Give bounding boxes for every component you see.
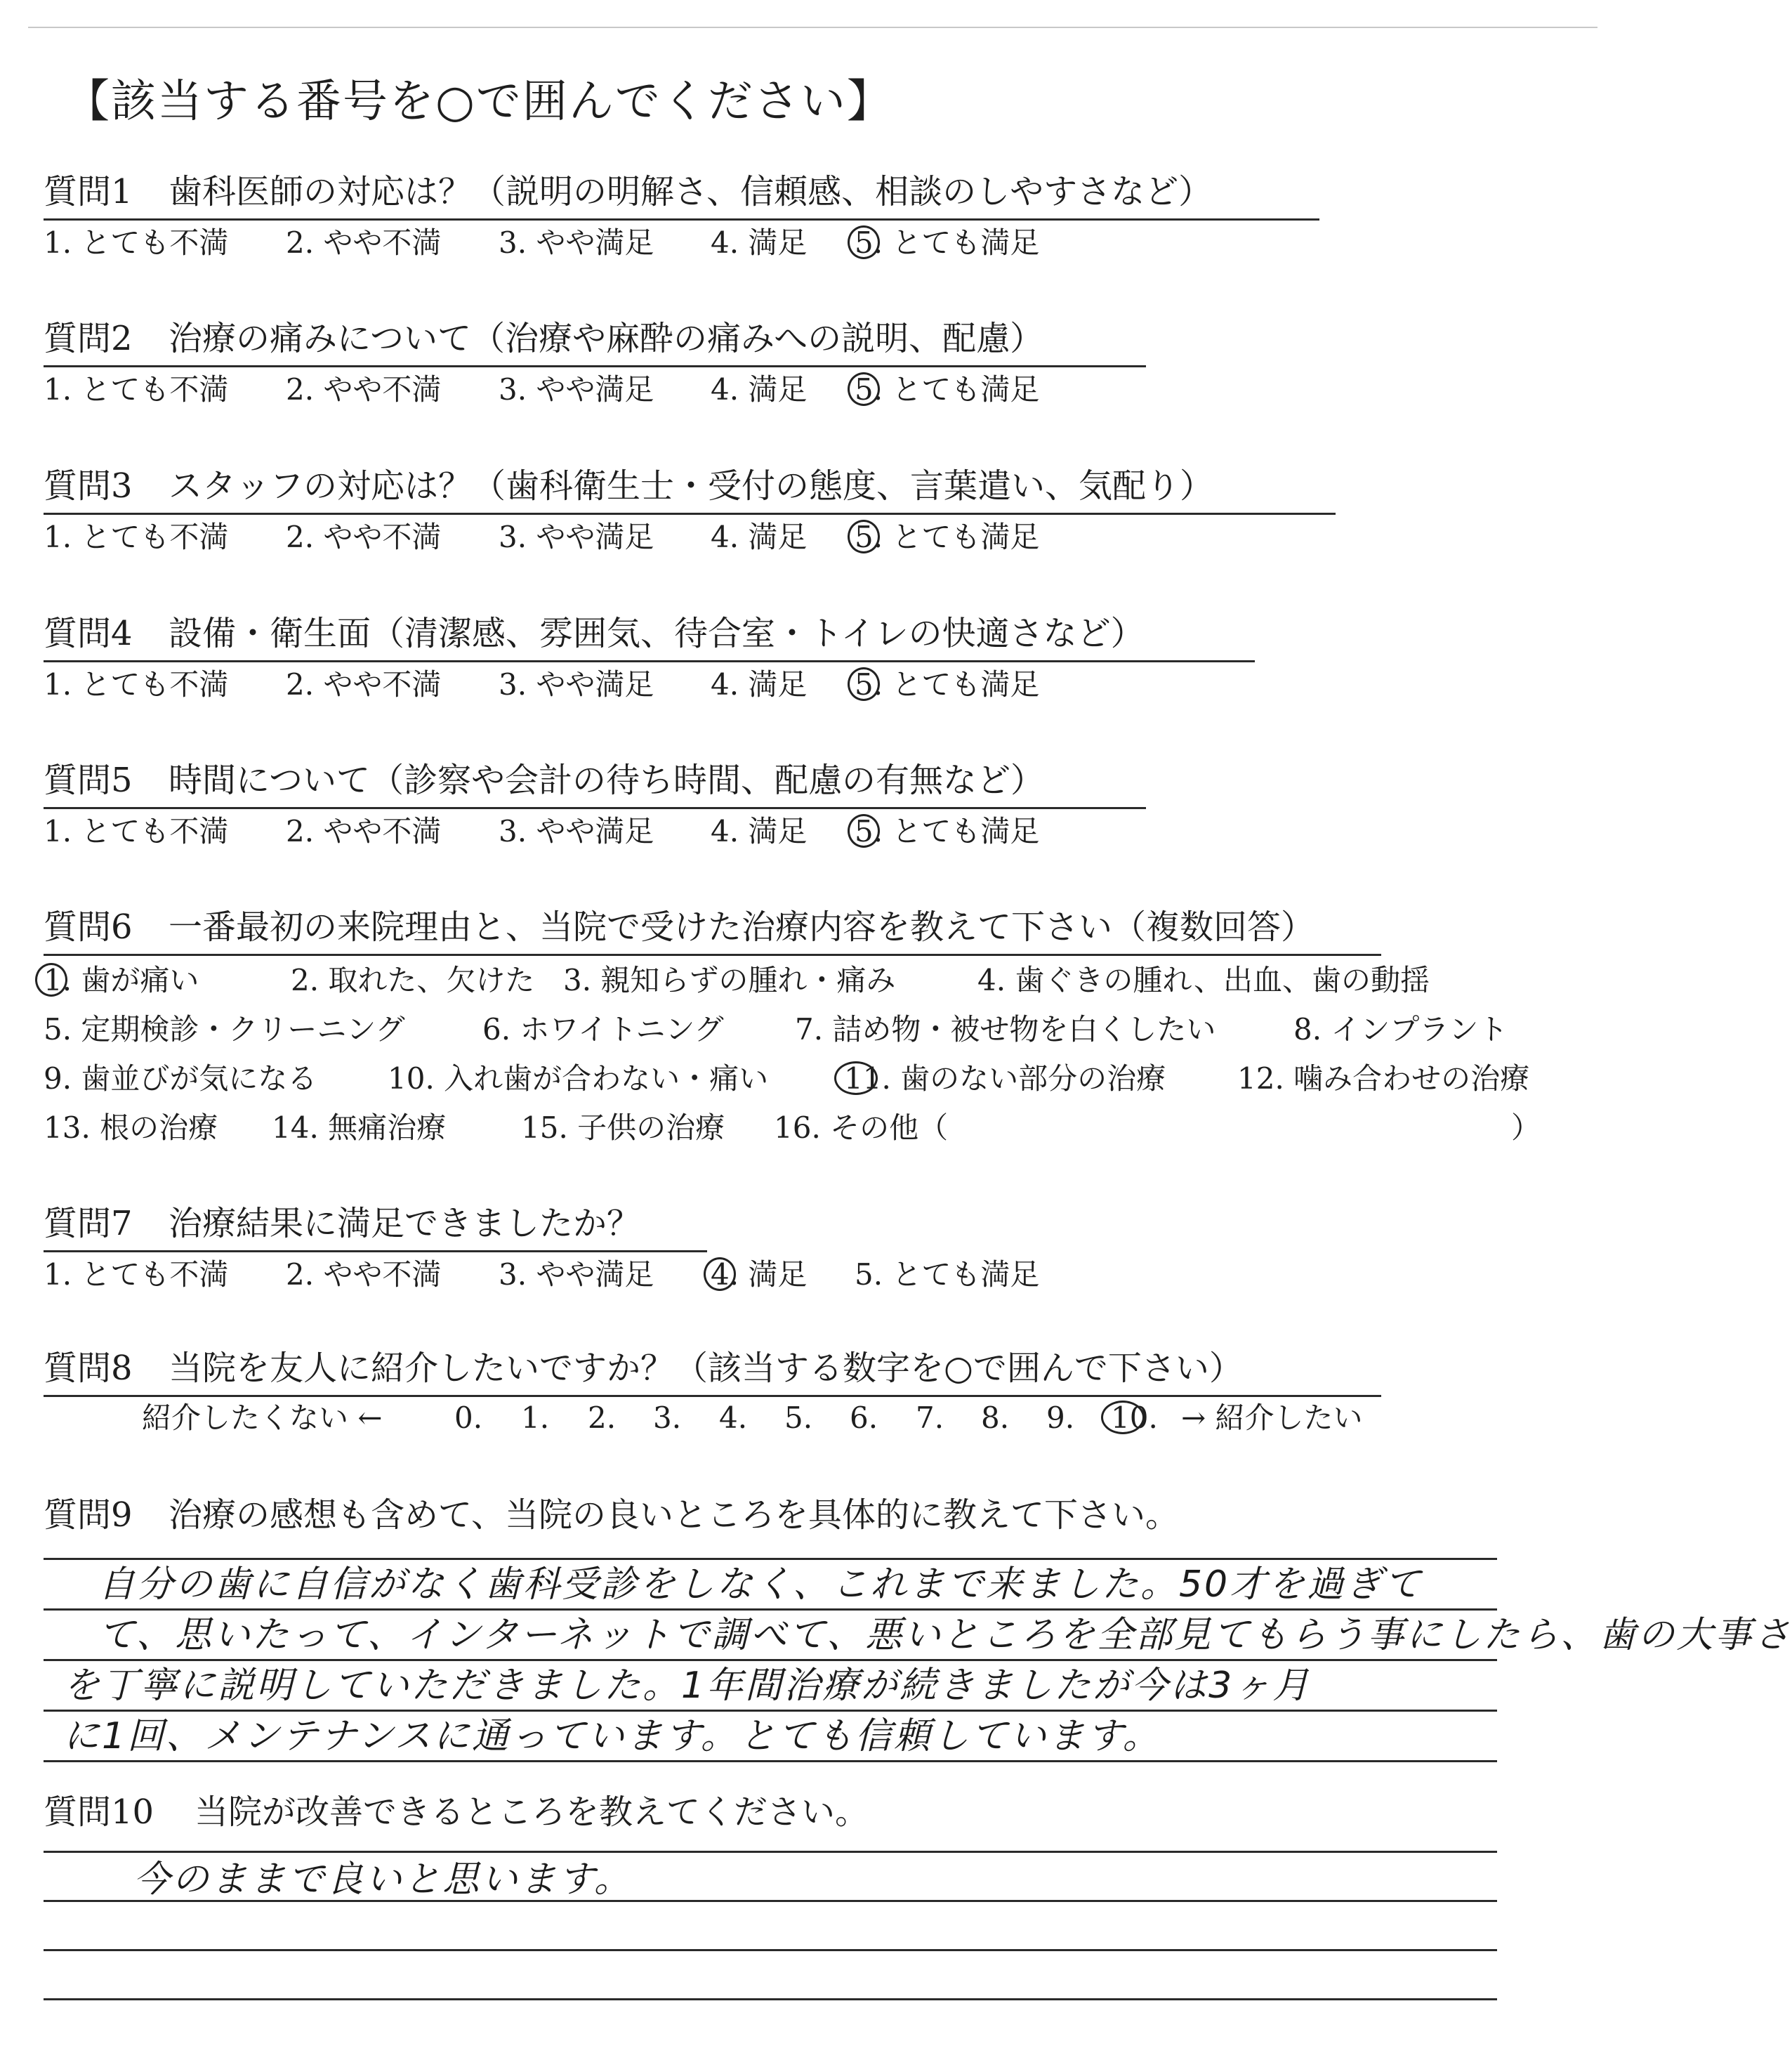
option-2[interactable]: 2. やや不満 <box>286 814 442 848</box>
option-1[interactable]: 1. とても不満 <box>44 520 229 554</box>
reason-option-8[interactable]: 8. インプラント <box>1293 1012 1508 1047</box>
question-3 <box>44 465 1336 558</box>
reason-option-3[interactable]: 3. 親知らずの腫れ・痛み <box>563 963 896 997</box>
selection-circle <box>848 520 880 553</box>
question-title <box>44 612 1255 662</box>
question-title <box>44 1791 869 1833</box>
scale-9[interactable]: 9. <box>1046 1401 1075 1435</box>
question-text: 歯科医師の対応は？（説明の明解さ、信頼感、相談のしやすさなど） <box>169 172 1213 211</box>
option-2[interactable]: 2. やや不満 <box>286 372 442 407</box>
reason-option-2[interactable]: 2. 取れた、欠けた <box>291 963 535 997</box>
selection-circle <box>848 225 880 259</box>
question-number: 質問6 <box>44 907 133 947</box>
reason-row <box>44 1054 1530 1103</box>
scale-4[interactable]: 4. <box>719 1401 748 1435</box>
question-text: 時間について（診察や会計の待ち時間、配慮の有無など） <box>169 761 1045 800</box>
question-number: 質問9 <box>44 1495 133 1535</box>
answer-line <box>44 1851 1497 1853</box>
option-4[interactable]: 4. 満足 <box>711 814 808 848</box>
question-2 <box>44 317 1146 411</box>
reason-option-14[interactable]: 14. 無痛治療 <box>272 1110 447 1145</box>
question-text: 治療の感想も含めて、当院の良いところを具体的に教えて下さい。 <box>169 1495 1180 1535</box>
answer-line <box>44 1998 1497 2000</box>
option-5[interactable]: 5. とても満足 <box>855 369 1039 411</box>
option-1[interactable]: 1. とても不満 <box>44 667 229 702</box>
reason-row <box>44 956 1430 1005</box>
option-4[interactable]: 4. 満足 <box>711 520 808 554</box>
reason-row <box>44 1005 1508 1054</box>
option-5[interactable]: 5. とても満足 <box>855 222 1039 264</box>
option-3[interactable]: 3. やや満足 <box>499 667 654 702</box>
recommend-scale <box>44 1397 1381 1442</box>
option-4[interactable]: 4. 満足 <box>711 667 808 702</box>
option-2[interactable]: 2. やや不満 <box>286 225 442 260</box>
handwritten-answer-line[interactable]: 自分の歯に自信がなく歯科受診をしなく、これまで来ました。50才を過ぎて <box>98 1563 1423 1606</box>
reason-option-6[interactable]: 6. ホワイトニング <box>482 1012 724 1047</box>
question-title <box>44 171 1319 221</box>
reason-option-12[interactable]: 12. 噛み合わせの治療 <box>1237 1061 1530 1096</box>
handwritten-answer-line[interactable]: に1回、メンテナンスに通っています。とても信頼しています。 <box>63 1715 1161 1757</box>
answer-line <box>44 1760 1497 1762</box>
reason-option-11[interactable]: 11. 歯のない部分の治療 <box>844 1054 1166 1103</box>
question-9 <box>44 1494 1179 1536</box>
scale-0[interactable]: 0. <box>454 1401 483 1435</box>
answer-line <box>44 1949 1497 1951</box>
reason-option-4[interactable]: 4. 歯ぐきの腫れ、出血、歯の動揺 <box>977 963 1430 997</box>
question-title <box>44 906 1381 956</box>
question-text: 一番最初の来院理由と、当院で受けた治療内容を教えて下さい（複数回答） <box>169 907 1315 947</box>
reason-option-10[interactable]: 10. 入れ歯が合わない・痛い <box>388 1061 769 1096</box>
option-5[interactable]: 5. とても満足 <box>855 664 1039 706</box>
selection-circle <box>848 814 880 848</box>
scale-3[interactable]: 3. <box>653 1401 682 1435</box>
question-number: 質問10 <box>44 1792 154 1832</box>
handwritten-answer-line[interactable]: て、思いたって、インターネットで調べて、悪いところを全部見てもらう事にしたら、歯の大事さ <box>98 1614 1792 1656</box>
rating-options <box>44 516 1336 558</box>
question-1 <box>44 171 1319 264</box>
rating-options <box>44 1254 1040 1296</box>
question-6 <box>44 906 1541 1153</box>
question-title <box>44 465 1336 515</box>
question-7 <box>44 1202 1040 1296</box>
selection-circle <box>1101 1401 1145 1434</box>
question-title <box>44 1494 1179 1536</box>
option-2[interactable]: 2. やや不満 <box>286 1257 442 1292</box>
reason-option-7[interactable]: 7. 詰め物・被せ物を白くしたい <box>795 1012 1216 1047</box>
question-text: スタッフの対応は？（歯科衛生士・受付の態度、言葉遣い、気配り） <box>169 466 1214 506</box>
reason-row <box>44 1103 1541 1153</box>
selection-circle <box>704 1257 736 1291</box>
question-number: 質問3 <box>44 466 133 506</box>
option-5[interactable]: 5. とても満足 <box>855 811 1039 853</box>
question-number: 質問8 <box>44 1349 133 1388</box>
handwritten-answer-line[interactable]: 今のままで良いと思います。 <box>133 1858 633 1901</box>
reason-option-9[interactable]: 9. 歯並びが気になる <box>44 1061 317 1096</box>
question-title <box>44 759 1146 809</box>
rating-options <box>44 664 1255 706</box>
question-title <box>44 317 1146 367</box>
question-number: 質問1 <box>44 172 133 211</box>
option-1[interactable]: 1. とても不満 <box>44 814 229 848</box>
reason-option-15[interactable]: 15. 子供の治療 <box>521 1110 725 1145</box>
question-10 <box>44 1791 869 1833</box>
scale-5[interactable]: 5. <box>784 1401 813 1435</box>
question-text: 当院が改善できるところを教えてください。 <box>195 1792 869 1832</box>
option-5[interactable]: 5. とても満足 <box>855 516 1039 558</box>
rating-options <box>44 369 1146 411</box>
question-title <box>44 1202 707 1252</box>
scale-1[interactable]: 1. <box>521 1401 550 1435</box>
question-number: 質問7 <box>44 1204 133 1243</box>
option-1[interactable]: 1. とても不満 <box>44 1257 229 1292</box>
question-text: 当院を友人に紹介したいですか？（該当する数字を○で囲んで下さい） <box>169 1349 1243 1388</box>
scale-8[interactable]: 8. <box>981 1401 1010 1435</box>
reason-option-13[interactable]: 13. 根の治療 <box>44 1110 218 1145</box>
scale-2[interactable]: 2. <box>588 1401 617 1435</box>
question-4 <box>44 612 1255 706</box>
answer-line <box>44 1900 1497 1902</box>
reason-option-16[interactable]: 16. その他（ <box>774 1110 949 1145</box>
question-text: 設備・衛生面（清潔感、雰囲気、待合室・トイレの快適さなど） <box>169 614 1145 653</box>
rating-options <box>44 222 1319 264</box>
selection-circle <box>35 963 67 997</box>
top-border <box>28 27 1597 28</box>
option-2[interactable]: 2. やや不満 <box>286 520 442 554</box>
option-1[interactable]: 1. とても不満 <box>44 372 229 407</box>
option-3[interactable]: 3. やや満足 <box>499 520 654 554</box>
selection-circle <box>834 1061 878 1095</box>
option-3[interactable]: 3. やや満足 <box>499 225 654 260</box>
question-number: 質問5 <box>44 761 133 800</box>
option-3[interactable]: 3. やや満足 <box>499 814 654 848</box>
selection-circle <box>848 667 880 701</box>
option-3[interactable]: 3. やや満足 <box>499 1257 654 1292</box>
question-text: 治療結果に満足できましたか？ <box>169 1204 641 1243</box>
option-3[interactable]: 3. やや満足 <box>499 372 654 407</box>
option-2[interactable]: 2. やや不満 <box>286 667 442 702</box>
reason-option-5[interactable]: 5. 定期検診・クリーニング <box>44 1012 405 1047</box>
scale-6[interactable]: 6. <box>850 1401 878 1435</box>
option-4[interactable]: 4. 満足 <box>711 225 808 260</box>
rating-options <box>44 811 1146 853</box>
option-1[interactable]: 1. とても不満 <box>44 225 229 260</box>
question-number: 質問2 <box>44 319 133 358</box>
other-close-paren: ） <box>1511 1110 1541 1145</box>
question-number: 質問4 <box>44 614 133 653</box>
question-5 <box>44 759 1146 853</box>
reason-option-1[interactable]: 1. 歯が痛い <box>44 956 199 1005</box>
question-text: 治療の痛みについて（治療や麻酔の痛みへの説明、配慮） <box>169 319 1044 358</box>
selection-circle <box>848 372 880 406</box>
scale-left-label: 紹介したくない ← <box>142 1401 383 1435</box>
scale-7[interactable]: 7. <box>916 1401 944 1435</box>
form-header: 【該当する番号を○で囲んでください】 <box>65 76 893 128</box>
option-5[interactable]: 5. とても満足 <box>855 1257 1040 1292</box>
question-title <box>44 1347 1381 1397</box>
option-4[interactable]: 4. 満足 <box>711 1254 807 1296</box>
handwritten-answer-line[interactable]: を丁寧に説明していただきました。1年間治療が続きましたが今は3ヶ月 <box>63 1665 1312 1707</box>
question-8 <box>44 1347 1381 1442</box>
scale-10[interactable]: 10. <box>1111 1397 1158 1439</box>
scale-right-label: → 紹介したい <box>1181 1401 1363 1435</box>
option-4[interactable]: 4. 満足 <box>711 372 808 407</box>
reason-options <box>44 956 1541 1153</box>
